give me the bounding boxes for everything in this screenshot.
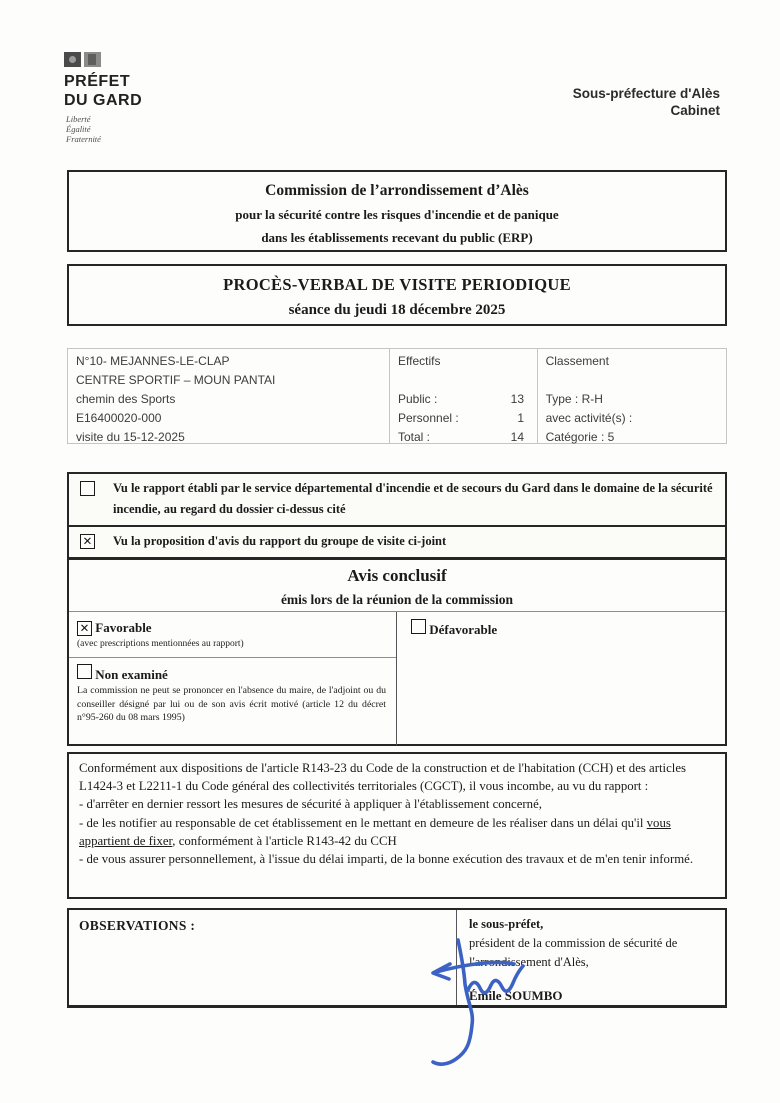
public-count-row: Public : 13 [398, 390, 524, 409]
brand-line1: PRÉFET [64, 73, 131, 90]
activite-value: avec activité(s) : [545, 411, 633, 425]
establishment-identity [68, 349, 390, 443]
legal-item-2: - de les notifier au responsable de cet établissement en le mettant en demeure de les réaliser dans un délai qu'il vous appartient de fixer, conformément à l'article R143-42 du CCH [79, 815, 671, 848]
avis-title: Avis conclusif [347, 566, 447, 585]
legal-obligations-box [67, 752, 727, 899]
republic-motto: Liberté Égalité Fraternité [66, 114, 101, 144]
classement-column [538, 349, 726, 443]
office-name: Sous-préfecture d'Alès [572, 86, 720, 101]
non-examine-cell [69, 658, 396, 725]
vu-statement-2-text: Vu la proposition d'avis du rapport du groupe de visite ci-joint [113, 534, 447, 548]
signatory-name: Émile SOUMBO [469, 988, 563, 1003]
signatory-title: le sous-préfet, [469, 917, 544, 931]
avis-header [69, 560, 725, 612]
type-value: Type : R-H [545, 392, 603, 406]
non-examine-label: Non examiné [95, 667, 168, 682]
favorable-label: Favorable [95, 620, 152, 635]
non-examine-note: La commission ne peut se prononcer en l'absence du maire, de l'adjoint ou du conseiller désigné par lui ou de son avis écrit motivé (article 12 du décret n°95-260 du 08 mars 1995) [77, 685, 386, 723]
document-title: PROCÈS-VERBAL DE VISITE PERIODIQUE [223, 275, 571, 294]
establishment-table [67, 348, 727, 444]
personnel-count: 1 [517, 411, 524, 425]
effectifs-header: Effectifs [398, 354, 441, 368]
underlined-phrase: vous appartient de fixer [79, 815, 671, 848]
commission-title: Commission de l’arrondissement d’Alès [265, 182, 529, 199]
classement-header: Classement [545, 354, 609, 368]
prefecture-brand [64, 72, 142, 110]
flag-emblem-icon [84, 52, 101, 67]
public-count: 13 [510, 392, 524, 406]
visit-date: visite du 15-12-2025 [76, 430, 185, 444]
checkbox-favorable-checked-icon: ✕ [77, 621, 92, 636]
signatory-block: le sous-préfet, président de la commission de sécurité de l'arrondissement d'Alès, Émile SOUMBO [457, 910, 725, 1005]
vu-statement-1-text: Vu le rapport établi par le service départemental d'incendie et de secours du Gard dans le domaine de la sécurité incendie, au regard du dossier ci-dessus cité [113, 481, 713, 516]
document-title-box [67, 264, 727, 326]
legal-intro: Conformément aux dispositions de l'article R143-23 du Code de la construction et de l'habitation (CCH) et des articles L1424-3 et L2211-1 du Code général des collectivités territoriales (CGCT), il vous incombe, au vu du rapport : [79, 761, 686, 794]
legal-item-1: - d'arrêter en dernier ressort les mesures de sécurité à appliquer à l'établissement concerné, [79, 797, 542, 812]
categorie-value: Catégorie : 5 [545, 430, 615, 444]
effectifs-column [390, 349, 538, 443]
establishment-name: CENTRE SPORTIF – MOUN PANTAI [76, 373, 276, 387]
favorable-cell [69, 612, 396, 658]
observations-box [67, 908, 727, 1008]
brand-line2: DU GARD [64, 92, 143, 109]
checkbox-defavorable-icon [411, 619, 426, 634]
defavorable-cell [397, 612, 725, 658]
establishment-address: chemin des Sports [76, 392, 176, 406]
office-service: Cabinet [670, 103, 720, 118]
defavorable-label: Défavorable [429, 622, 498, 637]
legal-item-3: - de vous assurer personnellement, à l'issue du délai imparti, de la bonne exécution des travaux et de m'en tenir informé. [79, 852, 694, 867]
prefet-logo [64, 52, 101, 67]
vu-statement-1 [69, 474, 725, 525]
total-count: 14 [510, 430, 524, 444]
observations-label: OBSERVATIONS : [69, 910, 457, 1005]
establishment-number: N°10- MEJANNES-LE-CLAP [76, 354, 230, 368]
avis-subtitle: émis lors de la réunion de la commission [280, 592, 514, 607]
personnel-count-row: Personnel : 1 [398, 409, 524, 428]
marianne-emblem-icon [64, 52, 81, 67]
avis-right-column [397, 612, 725, 745]
establishment-id: E16400020-000 [76, 411, 162, 425]
office-header [420, 85, 720, 119]
vu-statements-box [67, 472, 727, 559]
checkbox-non-examine-icon [77, 664, 92, 679]
checkbox-checked-icon: ✕ [80, 534, 95, 549]
avis-left-column [69, 612, 397, 745]
checkbox-unchecked-icon [80, 481, 95, 496]
favorable-note: (avec prescriptions mentionnées au rapport) [77, 639, 244, 649]
vu-statement-2 [69, 525, 725, 557]
avis-conclusif-box [67, 558, 727, 746]
total-count-row: Total : 14 [398, 428, 524, 447]
session-date: séance du jeudi 18 décembre 2025 [288, 302, 506, 318]
commission-header-box: Commission de l’arrondissement d’Alès pour la sécurité contre les risques d'incendie et de panique dans les établissements recevant du public (ERP) [67, 170, 727, 252]
